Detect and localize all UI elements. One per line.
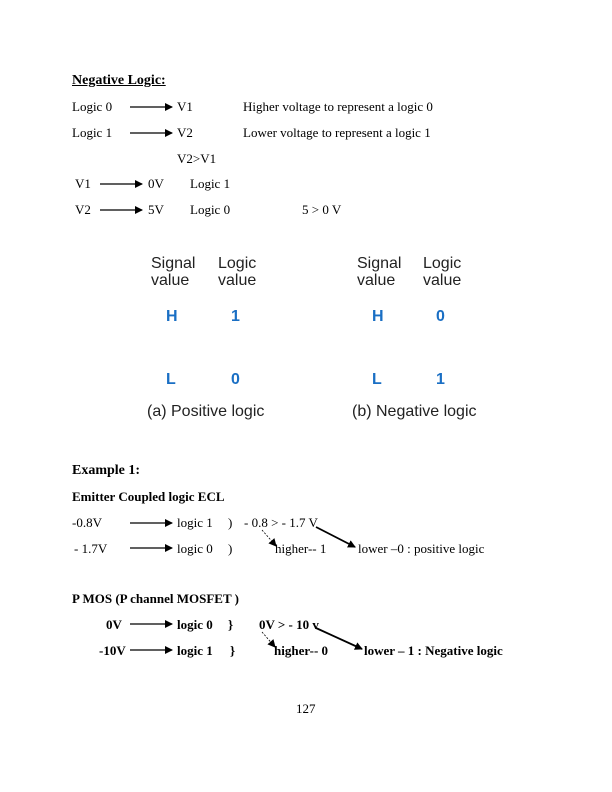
pmos-row1-compare: 0V > - 10 v: [259, 617, 319, 632]
map2-logic: Logic 0: [190, 202, 231, 217]
ecl-row1-brace: ): [228, 515, 233, 530]
rule1-voltage: V1: [177, 99, 193, 114]
pmos-row2-brace: }: [230, 643, 236, 658]
ecl-higher-label: higher-- 1: [275, 541, 327, 556]
ecl-row1-voltage: -0.8V: [72, 515, 102, 530]
negative-signal-header: Signal value: [357, 255, 402, 289]
pmos-row1-brace: }: [228, 617, 234, 632]
negative-logic-caption: (b) Negative logic: [352, 403, 477, 420]
pmos-row1-logic: logic 0: [177, 617, 213, 632]
ecl-row2-voltage: - 1.7V: [74, 541, 108, 556]
rule1-description: Higher voltage to represent a logic 0: [243, 99, 433, 114]
positive-signal-header: Signal value: [151, 255, 196, 289]
pmos-row1-voltage: 0V: [106, 617, 122, 632]
positive-logic-caption: (a) Positive logic: [147, 403, 265, 420]
pmos-row2-logic: logic 1: [177, 643, 213, 658]
negative-row2-signal: L: [372, 371, 382, 388]
pmos-lower-label: lower – 1 : Negative logic: [364, 643, 503, 658]
negative-row2-logic: 1: [436, 371, 445, 388]
negative-row1-signal: H: [372, 308, 384, 325]
page-heading: Negative Logic:: [72, 73, 166, 88]
positive-logic-header: Logic value: [218, 255, 257, 289]
rule2-voltage: V2: [177, 125, 193, 140]
map1-logic: Logic 1: [190, 176, 231, 191]
ecl-lower-label: lower –0 : positive logic: [358, 541, 485, 556]
map1-volts: 0V: [148, 176, 164, 191]
map2-volts: 5V: [148, 202, 164, 217]
positive-row1-signal: H: [166, 308, 178, 325]
ecl-row1-logic: logic 1: [177, 515, 213, 530]
ecl-row2-brace: ): [228, 541, 233, 556]
example-title: Example 1:: [72, 463, 141, 478]
rule2-description: Lower voltage to represent a logic 1: [243, 125, 431, 140]
example-subtitle: Emitter Coupled logic ECL: [72, 489, 225, 504]
pmos-higher-label: higher-- 0: [274, 643, 329, 658]
voltage-relation: V2>V1: [177, 151, 217, 166]
positive-row2-signal: L: [166, 371, 176, 388]
ecl-row2-logic: logic 0: [177, 541, 213, 556]
rule2-logic: Logic 1: [72, 125, 113, 140]
pmos-row2-voltage: -10V: [99, 643, 126, 658]
ecl-row1-compare: - 0.8 > - 1.7 V: [244, 515, 318, 530]
positive-row2-logic: 0: [231, 371, 240, 388]
negative-row1-logic: 0: [436, 308, 445, 325]
map1-voltage: V1: [75, 176, 91, 191]
page-number: 127: [296, 701, 316, 716]
positive-row1-logic: 1: [231, 308, 240, 325]
pmos-title: P MOS (P channel MOSFET ): [72, 591, 239, 606]
rule1-logic: Logic 0: [72, 99, 113, 114]
map2-voltage: V2: [75, 202, 91, 217]
negative-logic-header: Logic value: [423, 255, 462, 289]
map2-note: 5 > 0 V: [302, 202, 342, 217]
arrow-ecl-higher: [262, 530, 276, 546]
